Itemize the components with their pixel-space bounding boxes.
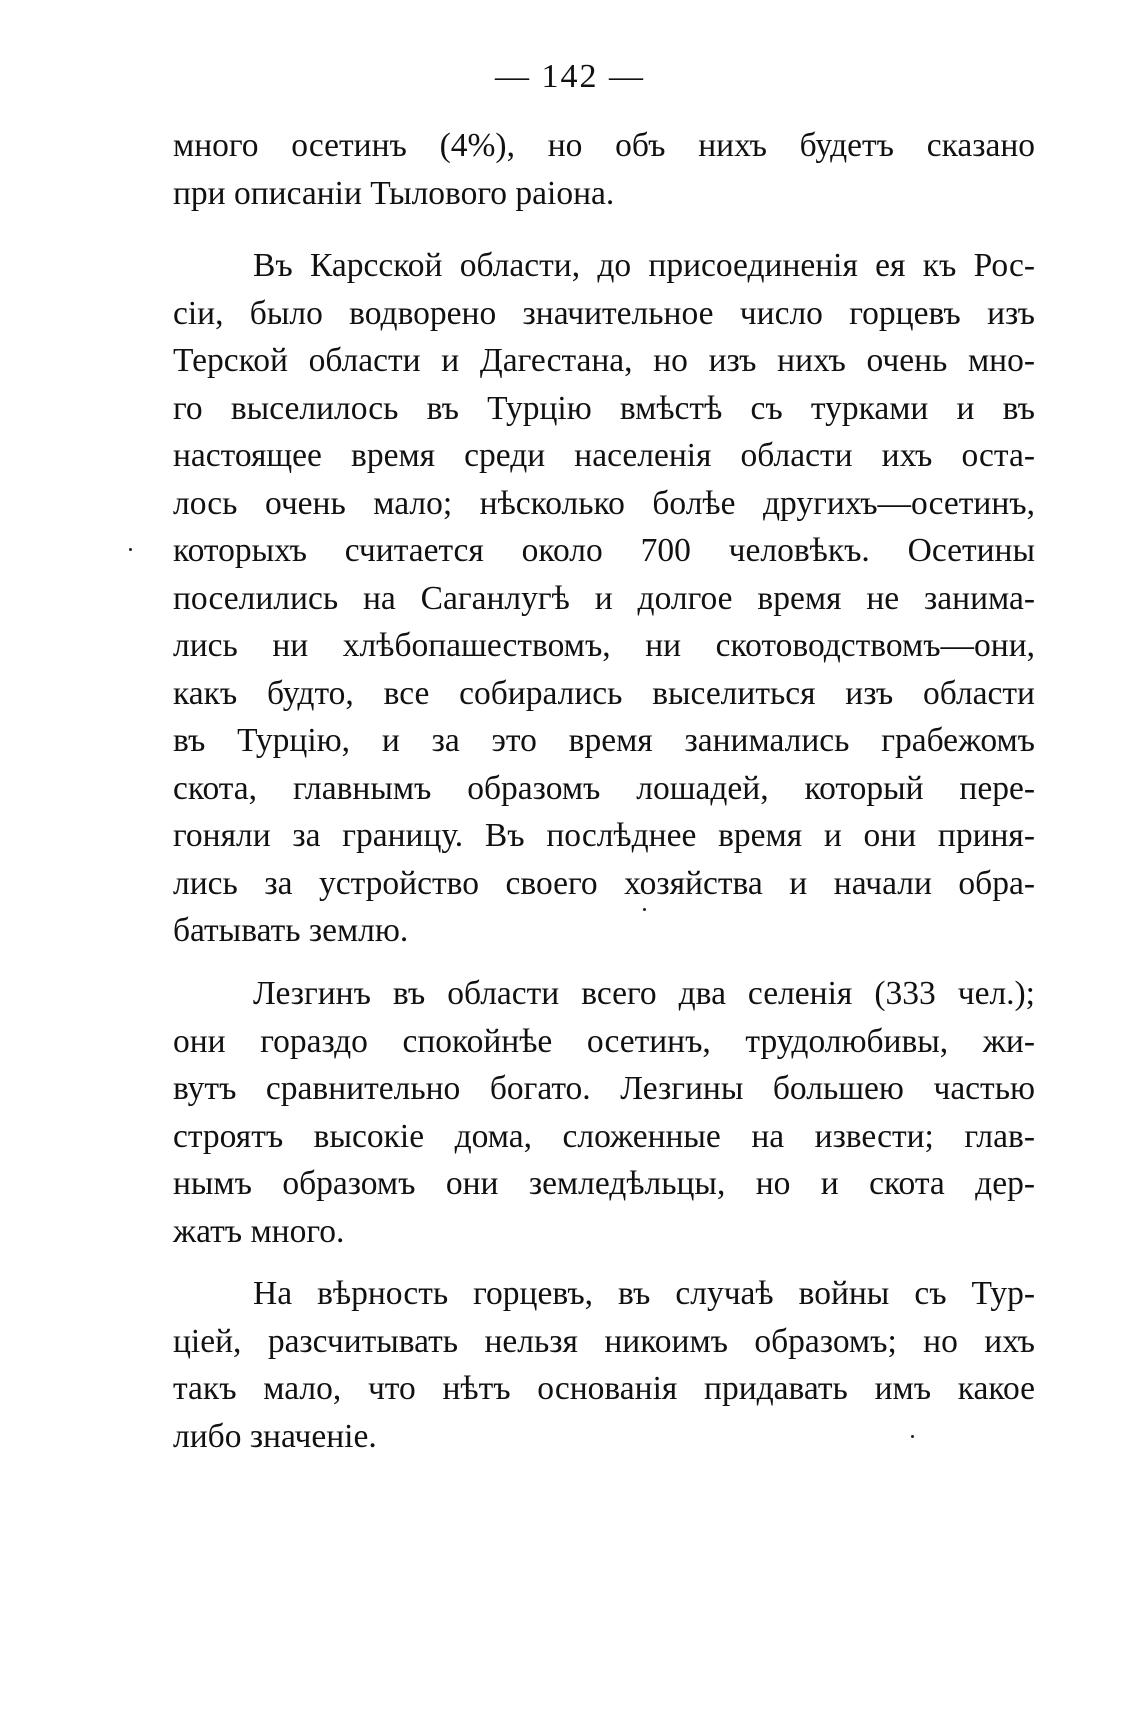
text-line: какъ будто, все собирались выселиться изъ области	[173, 674, 1035, 712]
text-line: батывать землю.	[173, 912, 409, 949]
paragraph-3	[173, 970, 1035, 1255]
paragraph-2	[173, 242, 1035, 955]
text-line: скота, главнымъ образомъ лошадей, который пере-	[173, 769, 1035, 807]
text-line: Терской области и Дагестана, но изъ нихъ очень мно-	[173, 342, 1035, 379]
text-line: го выселилось въ Турцію вмѣстѣ съ турками и въ	[173, 389, 1035, 427]
text-line: лись ни хлѣбопашествомъ, ни скотоводствомъ—они,	[173, 627, 1035, 664]
page-number: — 142 —	[495, 58, 645, 95]
text-line: ціей, разсчитывать нельзя никоимъ образомъ; но ихъ	[173, 1322, 1035, 1360]
text-line: сіи, было водворено значительное число горцевъ изъ	[173, 294, 1035, 332]
text-line: въ Турцію, и за это время занимались грабежомъ	[173, 722, 1035, 759]
text-line: поселились на Саганлугѣ и долгое время не занима-	[173, 579, 1035, 617]
text-line: Въ Карсской области, до присоединенія ея къ Рос-	[253, 247, 1035, 284]
text-line: настоящее время среди населенія области ихъ оста-	[173, 437, 1035, 474]
text-line: которыхъ считается около 700 человѣкъ. Осетины	[173, 532, 1035, 569]
paragraph-1	[173, 122, 1035, 217]
text-line: На вѣрность горцевъ, въ случаѣ войны съ Тур-	[253, 1275, 1035, 1312]
scan-speck	[643, 908, 646, 911]
scan-speck	[129, 548, 132, 551]
text-line: лось очень мало; нѣсколько болѣе другихъ—осетинъ,	[173, 484, 1035, 522]
paragraph-4	[173, 1270, 1035, 1460]
text-line: гоняли за границу. Въ послѣднее время и они приня-	[173, 817, 1035, 854]
text-line: вутъ сравнительно богато. Лезгины большею частью	[173, 1070, 1035, 1107]
text-line: нымъ образомъ они земледѣльцы, но и скота дер-	[173, 1165, 1035, 1202]
text-line: много осетинъ (4%), но объ нихъ будетъ сказано	[173, 127, 1035, 164]
text-line: при описаніи Тылового раіона.	[173, 174, 615, 212]
text-line: либо значеніе.	[173, 1417, 377, 1455]
text-line: такъ мало, что нѣтъ основанія придавать имъ какое	[173, 1370, 1035, 1407]
text-line: жатъ много.	[173, 1212, 345, 1250]
text-line: Лезгинъ въ области всего два селенія (333 чел.);	[253, 975, 1035, 1012]
scan-speck	[911, 1435, 914, 1438]
text-line: они гораздо спокойнѣе осетинъ, трудолюбивы, жи-	[173, 1022, 1035, 1060]
text-line: строятъ высокіе дома, сложенные на извести; глав-	[173, 1117, 1035, 1155]
text-line: лись за устройство своего хозяйства и начали обра-	[173, 864, 1035, 902]
